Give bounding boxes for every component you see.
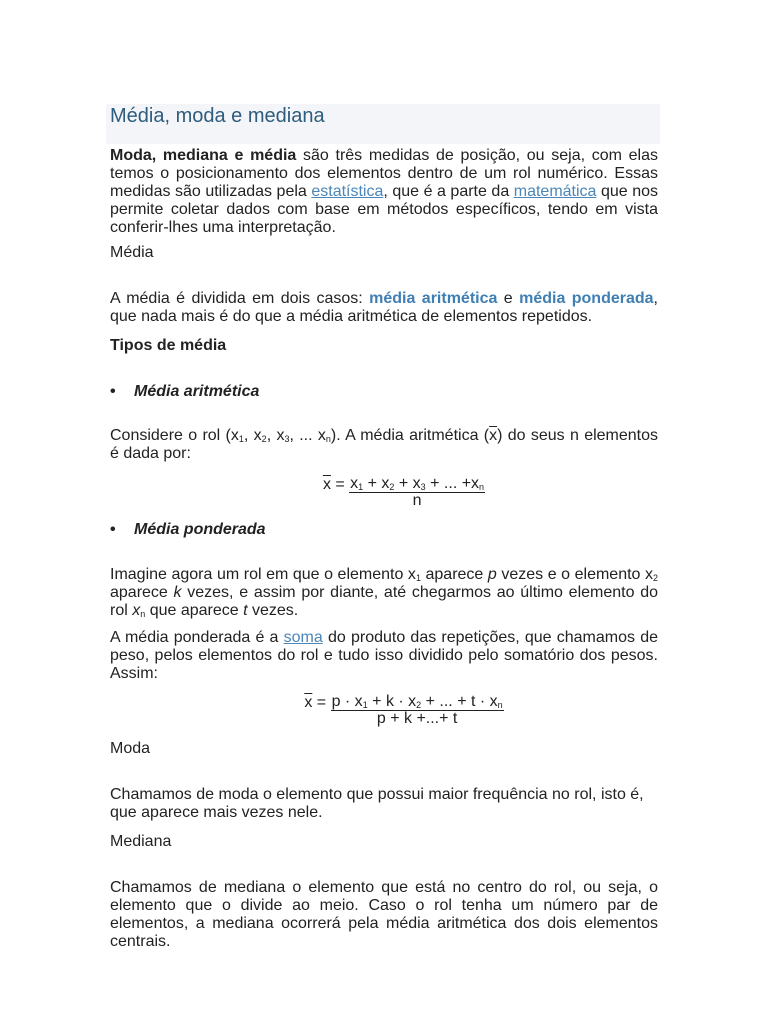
aritmetica-text: , x <box>266 427 285 444</box>
bullet-dot-icon: • <box>110 383 116 400</box>
ponderada-text: vezes e o elemento x <box>496 566 653 583</box>
link-estatistica[interactable]: estatística <box>311 183 384 200</box>
bullet-dot-icon: • <box>110 521 116 538</box>
ponderada-text: vezes, e assim por diante, até chegarmos ao último elemento do rol <box>110 584 659 619</box>
moda-paragraph: Chamamos de moda o elemento que possui maior frequência no rol, isto é, que aparece mais vezes nele. <box>110 786 644 821</box>
term-media-ponderada: média ponderada <box>519 290 654 307</box>
subscript: n <box>479 482 485 492</box>
subscript: 3 <box>420 482 426 492</box>
formula-equals: = <box>330 476 350 493</box>
variable-p: p <box>487 566 497 583</box>
subscript: 3 <box>284 434 290 444</box>
media-text-3: , que nada mais é do que a média aritmética de elementos repetidos. <box>110 290 658 325</box>
bullet-label: Média aritmética <box>134 383 260 400</box>
heading-mediana: Mediana <box>110 833 172 850</box>
ponderada-text: que aparece <box>145 602 244 619</box>
numerator-term: + ... + t · x <box>421 693 498 710</box>
heading-moda: Moda <box>110 740 151 757</box>
subscript: 2 <box>416 700 422 710</box>
media-paragraph <box>110 290 658 326</box>
ponderada-text: aparece <box>110 584 174 601</box>
intro-text-1: são três medidas de posição, ou seja, com elas temos o posicionamento dos elementos dentro de um rol numérico. Essas medidas são utilizadas pela <box>110 147 658 200</box>
intro-bold-lead: Moda, mediana e média <box>110 147 297 164</box>
aritmetica-text: ). A média aritmética ( <box>330 427 490 444</box>
intro-text-3: que nos permite coletar dados com base em métodos específicos, tendo em vista conferir-lhes uma interpretação. <box>110 183 658 236</box>
numerator-term: p · x <box>331 693 363 710</box>
page-title: Média, moda e mediana <box>110 105 325 127</box>
subscript: n <box>325 434 331 444</box>
link-soma[interactable]: soma <box>283 629 323 646</box>
intro-text-2: , que é a parte da <box>383 183 514 200</box>
formula-media-ponderada <box>110 694 698 727</box>
media-text-2: e <box>497 290 520 307</box>
link-matematica[interactable]: matemática <box>513 183 597 200</box>
numerator-term: + x <box>363 475 390 492</box>
heading-media: Média <box>110 244 154 261</box>
bullet-item-media-ponderada <box>110 521 658 538</box>
tipos-heading-text: Tipos de média <box>110 337 227 354</box>
formula-numerator <box>331 694 504 711</box>
numerator-term: + x <box>394 475 421 492</box>
formula-fraction <box>331 694 504 727</box>
term-media-aritmetica: média aritmética <box>369 290 498 307</box>
media-text-1: A média é dividida em dois casos: <box>110 290 370 307</box>
subscript: n <box>140 609 146 619</box>
formula-numerator <box>349 476 485 493</box>
bullet-item-media-aritmetica <box>110 383 658 400</box>
formula-lhs: $\overline{x}$ <box>322 476 331 493</box>
ponderada-text: vezes. <box>247 602 299 619</box>
ponderada-text: Imagine agora um rol em que o elemento x <box>110 566 416 583</box>
bullet-label: Média ponderada <box>134 521 266 538</box>
formula-denominator: p + k +...+ t <box>376 710 458 727</box>
heading-tipos-de-media <box>110 337 658 355</box>
subscript: 1 <box>238 434 244 444</box>
intro-paragraph <box>110 147 658 237</box>
subscript: 2 <box>261 434 267 444</box>
aritmetica-text: , ... x <box>289 427 326 444</box>
variable-xn: x <box>132 602 141 619</box>
subscript: 2 <box>389 482 395 492</box>
formula-media-aritmetica <box>110 476 698 509</box>
formula-equals: = <box>312 694 331 711</box>
formula-denominator: n <box>412 492 422 509</box>
formula-fraction <box>349 476 485 509</box>
ponderada-paragraph-2 <box>110 629 658 683</box>
aritmetica-text: ) do seus n elementos é dada por: <box>110 427 659 462</box>
subscript: 1 <box>362 700 368 710</box>
numerator-term: + ... +x <box>425 475 480 492</box>
aritmetica-text: , x <box>243 427 262 444</box>
variable-k: k <box>173 584 182 601</box>
mean-symbol: $\overline{x}$ <box>489 427 498 444</box>
numerator-term: + k · x <box>367 693 417 710</box>
aritmetica-text: Considere o rol (x <box>110 427 239 444</box>
ponderada-text: aparece <box>420 566 488 583</box>
subscript: 2 <box>652 573 658 583</box>
subscript: 1 <box>415 573 421 583</box>
aritmetica-paragraph <box>110 427 658 463</box>
numerator-term: x <box>350 475 359 492</box>
formula-lhs: $\overline{x}$ <box>304 694 313 711</box>
mediana-paragraph: Chamamos de mediana o elemento que está no centro do rol, ou seja, o elemento que o divide ao meio. Caso o rol tenha um número par de elementos, a mediana ocorrerá pela média aritmética dos dois elementos centrais. <box>110 879 658 950</box>
subscript: 1 <box>358 482 364 492</box>
ponderada-paragraph-1 <box>110 566 658 620</box>
variable-t: t <box>243 602 248 619</box>
ponderada-text: A média ponderada é a <box>110 629 284 646</box>
subscript: n <box>497 700 503 710</box>
ponderada-text: do produto das repetições, que chamamos de peso, pelos elementos do rol e tudo isso dividido pelo somatório dos pesos. Assim: <box>110 629 659 682</box>
